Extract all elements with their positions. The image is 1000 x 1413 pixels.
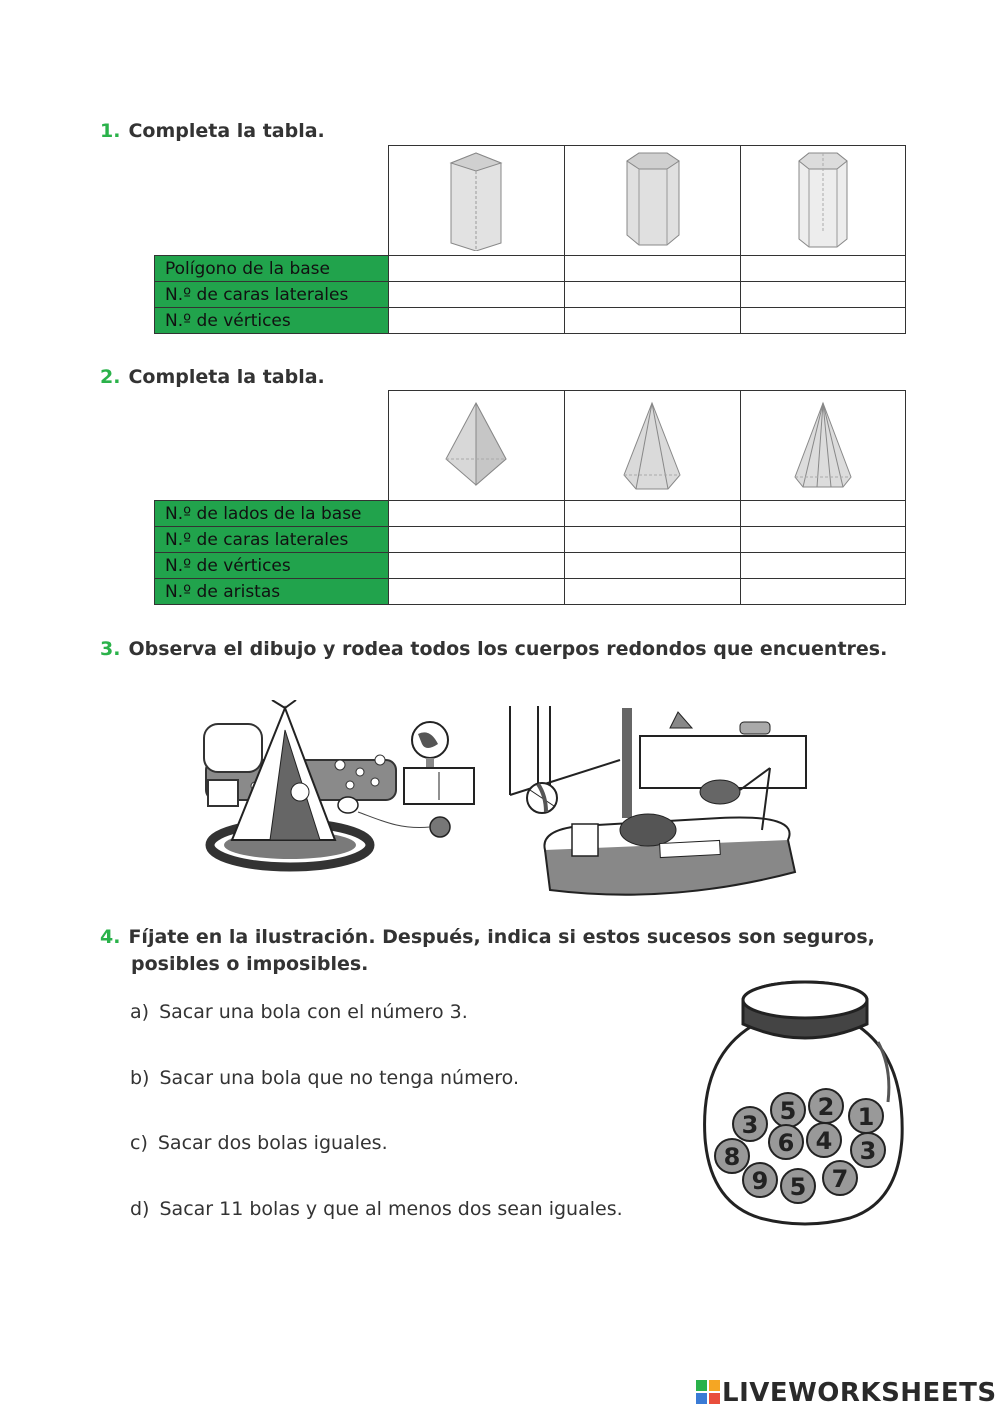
table-2-answer-cell[interactable] (564, 579, 740, 605)
logo-grid-icon (696, 1380, 720, 1404)
table-1-answer-cell[interactable] (564, 308, 740, 334)
table-1-answer-cell[interactable] (740, 308, 905, 334)
ball-number: 2 (817, 1093, 835, 1121)
ball-number: 3 (741, 1111, 759, 1139)
ball (823, 1161, 857, 1195)
question-1-number: 1. (100, 120, 121, 142)
item-text: Sacar dos bolas iguales. (157, 1132, 388, 1154)
ball (743, 1163, 777, 1197)
table-2-row-label: N.º de lados de la base (155, 501, 389, 527)
ball (781, 1169, 815, 1203)
table-2 (154, 390, 906, 605)
item-text: Sacar una bola que no tenga número. (159, 1067, 520, 1089)
table-1-row-label: N.º de caras laterales (155, 282, 389, 308)
item-text: Sacar una bola con el número 3. (159, 1001, 468, 1023)
room-illustration (200, 700, 812, 905)
question-4-text-line-2: posibles o imposibles. (131, 953, 369, 975)
logo-text: LIVEWORKSHEETS (722, 1378, 997, 1408)
question-4-item-b (130, 1067, 519, 1089)
ball (733, 1107, 767, 1141)
table-2-answer-cell[interactable] (564, 527, 740, 553)
table-1-answer-cell[interactable] (388, 308, 564, 334)
table-1 (154, 145, 906, 334)
liveworksheets-logo (696, 1378, 997, 1408)
question-3 (100, 638, 887, 660)
item-text: Sacar 11 bolas y que al menos dos sean iguales. (159, 1198, 623, 1220)
item-letter: b) (130, 1067, 150, 1089)
question-3-number: 3. (100, 638, 121, 660)
ball (851, 1133, 885, 1167)
table-1-answer-cell[interactable] (740, 282, 905, 308)
ball (771, 1093, 805, 1127)
ball-number: 8 (723, 1143, 741, 1171)
table-2-shape-cell-2 (564, 391, 740, 501)
table-1-shape-cell-2 (564, 146, 740, 256)
question-2-number: 2. (100, 366, 121, 388)
ball (769, 1125, 803, 1159)
table-2-row-label: N.º de vértices (155, 553, 389, 579)
table-1-answer-cell[interactable] (388, 282, 564, 308)
question-4-number: 4. (100, 926, 121, 948)
ball (715, 1139, 749, 1173)
hexagonal-pyramid-icon (793, 401, 853, 491)
question-3-text: Observa el dibujo y rodea todos los cuerpos redondos que encuentres. (128, 638, 888, 660)
ball-number: 5 (779, 1097, 797, 1125)
table-1-answer-cell[interactable] (740, 256, 905, 282)
table-2-shape-cell-1 (388, 391, 564, 501)
table-2-answer-cell[interactable] (564, 553, 740, 579)
square-pyramid-icon (444, 401, 508, 491)
table-2-answer-cell[interactable] (740, 501, 905, 527)
table-2-answer-cell[interactable] (388, 527, 564, 553)
ball-number: 9 (751, 1167, 769, 1195)
ball (809, 1089, 843, 1123)
table-1-answer-cell[interactable] (564, 282, 740, 308)
table-2-answer-cell[interactable] (388, 579, 564, 605)
table-2-answer-cell[interactable] (740, 553, 905, 579)
table-2-answer-cell[interactable] (388, 501, 564, 527)
table-1-shape-cell-1 (388, 146, 564, 256)
pentagonal-pyramid-icon (622, 401, 682, 491)
table-2-answer-cell[interactable] (564, 501, 740, 527)
table-1-answer-cell[interactable] (564, 256, 740, 282)
question-4-item-c (130, 1132, 388, 1154)
question-4 (100, 924, 875, 978)
table-2-answer-cell[interactable] (388, 553, 564, 579)
ball (807, 1123, 841, 1157)
item-letter: c) (130, 1132, 148, 1154)
table-2-answer-cell[interactable] (740, 527, 905, 553)
hexagonal-prism-icon (795, 151, 851, 251)
jar-illustration (700, 978, 910, 1230)
table-2-corner (155, 391, 389, 501)
ball-number: 1 (857, 1103, 875, 1131)
table-2-row-label: N.º de aristas (155, 579, 389, 605)
question-2 (100, 366, 325, 388)
table-1-answer-cell[interactable] (388, 256, 564, 282)
table-2-answer-cell[interactable] (740, 579, 905, 605)
item-letter: d) (130, 1198, 150, 1220)
table-1-corner (155, 146, 389, 256)
question-2-text: Completa la tabla. (128, 366, 325, 388)
table-1-row-label: Polígono de la base (155, 256, 389, 282)
item-letter: a) (130, 1001, 150, 1023)
question-1-text: Completa la tabla. (128, 120, 325, 142)
triangular-prism-icon (446, 151, 506, 251)
ball-number: 4 (815, 1127, 833, 1155)
question-4-item-a (130, 1001, 468, 1023)
ball (849, 1099, 883, 1133)
ball-number: 6 (777, 1129, 795, 1157)
ball-number: 3 (859, 1137, 877, 1165)
table-1-shape-cell-3 (740, 146, 905, 256)
table-2-shape-cell-3 (740, 391, 905, 501)
ball-number: 7 (831, 1165, 849, 1193)
question-4-item-d (130, 1198, 623, 1220)
table-1-row-label: N.º de vértices (155, 308, 389, 334)
question-1 (100, 120, 325, 142)
question-4-text-line-1: Fíjate en la ilustración. Después, indica si estos sucesos son seguros, (128, 926, 875, 948)
table-2-row-label: N.º de caras laterales (155, 527, 389, 553)
ball-number: 5 (789, 1173, 807, 1201)
pentagonal-prism-icon (622, 151, 682, 251)
